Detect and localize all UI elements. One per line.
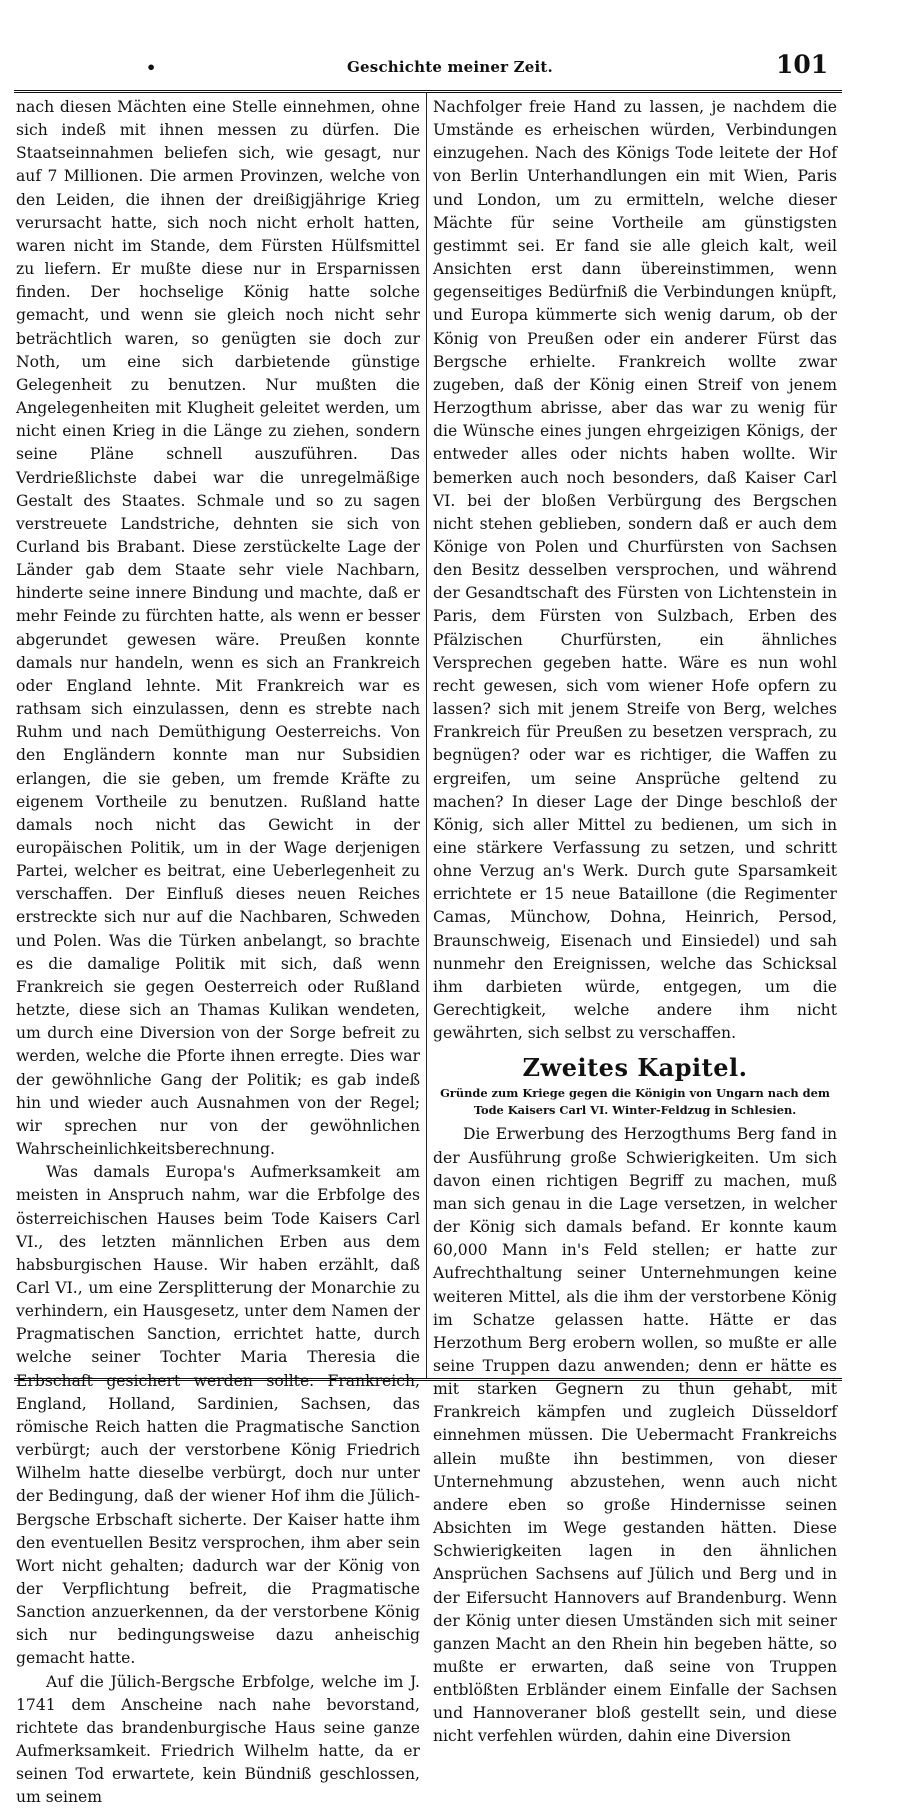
right-column	[433, 96, 837, 1746]
left-paragraph-3: Auf die Jülich-Bergsche Erbfolge, welche im J. 1741 dem Anscheine nach nahe bevorstand, richtete das brandenburgische Haus seine ganze Aufmerksamkeit. Friedrich Wilhelm hatte, da er seinen Tod erwartete, kein Bündniß geschlossen, um seinem	[16, 1672, 420, 1807]
column-divider	[426, 92, 427, 1378]
top-rule	[14, 90, 842, 93]
left-paragraph-1: nach diesen Mächten eine Stelle einnehmen, ohne sich indeß mit ihnen messen zu dürfen. Die Staatseinnahmen beliefen sich, wie gesagt, nur auf 7 Millionen. Die armen Provinzen, welche von den Leiden, die ihnen der dreißigjährige Krieg verursacht hatte, sich noch nicht erholt hatten, waren nicht im Stande, dem Fürsten Hülfsmittel zu liefern. Er mußte diese nur in Ersparnissen finden. Der hochselige König hatte solche gemacht, und wenn sie gleich noch nicht sehr beträchtlich waren, so genügten sie doch zur Noth, um eine sich darbietende günstige Gelegenheit zu benutzen. Nur mußten die Angelegenheiten mit Klugheit geleitet werden, um nicht einen Krieg in die Länge zu ziehen, sondern seine Pläne schnell auszuführen. Das Verdrießlichste dabei war die unregelmäßige Gestalt des Staates. Schmale und so zu sagen verstreuete Landstriche, dehnten sie sich von Curland bis Brabant. Diese zerstückelte Lage der Länder gab dem Staate sehr viele Nachbarn, hinderte seine innere Bindung und machte, daß er mehr Feinde zu fürchten hatte, als wenn er besser abgerundet gewesen wäre. Preußen konnte damals nur handeln, wenn es sich an Frankreich oder England lehnte. Mit Frankreich war es rathsam sich einzulassen, denn es strebte nach Ruhm und nach Demüthigung Oesterreichs. Von den Engländern konnte man nur Subsidien erlangen, die sie geben, um fremde Kräfte zu eigenem Vortheile zu benutzen. Rußland hatte damals noch nicht das Gewicht in der europäischen Politik, um in der Wage derjenigen Partei, welcher es beitrat, eine Ueberlegenheit zu verschaffen. Der Einfluß dieses neuen Reiches erstreckte sich nur auf die Nachbaren, Schweden und Polen. Was die Türken anbelangt, so brachte es die damalige Politik mit sich, daß wenn Frankreich sie gegen Oesterreich oder Rußland hetzte, diese sich an Thamas Kulikan wendeten, um durch eine Diversion von der Sorge befreit zu werden, welche die Pforte ihnen erregte. Dies war der gewöhnliche Gang der Politik; es gab indeß hin und wieder auch Ausnahmen von der Regel; wir sprechen nur von der gewöhnlichen Wahrscheinlichkeitsberechnung.	[16, 98, 420, 1159]
left-paragraph-2: Was damals Europa's Aufmerksamkeit am meisten in Anspruch nahm, war die Erbfolge des österreichischen Hauses beim Tode Kaisers Carl VI., des letzten männlichen Erben aus dem habsburgischen Hause. Wir haben erzählt, daß Carl VI., um eine Zersplitterung der Monarchie zu verhindern, ein Hausgesetz, unter dem Namen der Pragmatischen Sanction, errichtet hatte, durch welche seiner Tochter Maria Theresia die Erbschaft gesichert werden sollte. Frankreich, England, Holland, Sardinien, Sachsen, das römische Reich hatten die Pragmatische Sanction verbürgt; auch der verstorbene König Friedrich Wilhelm hatte dieselbe verbürgt, doch nur unter der Bedingung, daß der wiener Hof ihm die Jülich-Bergsche Erbschaft sicherte. Der Kaiser hatte ihm den eventuellen Besitz versprochen, ihm aber sein Wort nicht gehalten; dadurch war der König von der Verpflichtung befreit, die Pragmatische Sanction anzuerkennen, da der verstorbene König sich nur bedingungsweise dazu anheischig gemacht hatte.	[16, 1163, 420, 1668]
page-number: 101	[776, 50, 829, 79]
chapter-title: Zweites Kapitel.	[522, 1053, 748, 1083]
running-title: Geschichte meiner Zeit.	[347, 58, 553, 76]
header-marker: •	[146, 58, 157, 77]
left-column	[16, 96, 420, 1807]
right-paragraph-2: Die Erwerbung des Herzogthums Berg fand in der Ausführung große Schwierigkeiten. Um sich davon einen richtigen Begriff zu machen, muß man sich genau in die Lage versetzen, in welcher der König sich damals befand. Er konnte kaum 60,000 Mann in's Feld stellen; er hatte zur Aufrechthaltung seiner Unternehmungen keine weiteren Mittel, als die ihm der verstorbene König im Schatze gelassen hatte. Hätte er das Herzothum Berg erobern wollen, so mußte er alle seine Truppen dazu anwenden; denn er hätte es mit starken Gegnern zu thun gehabt, mit Frankreich kämpfen und zugleich Düsseldorf einnehmen müssen. Die Uebermacht Frankreichs allein mußte ihn bestimmen, von dieser Unternehmung abzustehen, wenn auch nicht andere eben so große Hindernisse seinen Absichten im Wege gestanden hätten. Diese Schwierigkeiten lagen in den ähnlichen Ansprüchen Sachsens auf Jülich und Berg und in der Eifersucht Hannovers auf Brandenburg. Wenn der König unter diesen Umständen sich mit seiner ganzen Macht an den Rhein hin begeben hätte, so mußte er erwarten, daß seine von Truppen entblößten Erbländer einem Einfalle der Sachsen und Hannoveraner bloß gestellt sein, und diese nicht verfehlen würden, dahin eine Diversion	[433, 1125, 837, 1746]
right-paragraph-1: Nachfolger freie Hand zu lassen, je nachdem die Umstände es erheischen würden, Verbindungen einzugehen. Nach des Königs Tode leitete der Hof von Berlin Unterhandlungen ein mit Wien, Paris und London, um zu ermitteln, welche dieser Mächte für seine Vortheile am günstigsten gestimmt sei. Er fand sie alle gleich kalt, weil Ansichten erst dann übereinstimmen, wenn gegenseitiges Bedürfniß die Verbindungen knüpft, und Europa kümmerte sich wenig darum, ob der König von Preußen oder ein anderer Fürst das Bergsche erhielte. Frankreich wollte zwar zugeben, daß der König einen Streif von jenem Herzogthum abrisse, aber das war zu wenig für die Wünsche eines jungen ehrgeizigen Königs, der entweder alles oder nichts haben wollte. Wir bemerken auch noch besonders, daß Kaiser Carl VI. bei der bloßen Verbürgung des Bergschen nicht stehen geblieben, sondern daß er auch dem Könige von Polen und Churfürsten von Sachsen den Besitz desselben versprochen, und während der Gesandtschaft des Fürsten von Lichtenstein in Paris, dem Fürsten von Sulzbach, Erben des Pfälzischen Churfürsten, ein ähnliches Versprechen gegeben hatte. Wäre es nun wohl recht gewesen, sich vom wiener Hofe opfern zu lassen? sich mit jenem Streife von Berg, welches Frankreich für Preußen zu besetzen versprach, zu begnügen? oder war es richtiger, die Waffen zu ergreifen, um seine Ansprüche geltend zu machen? In dieser Lage der Dinge beschloß der König, sich aller Mittel zu bedienen, um sich in eine stärkere Verfassung zu setzen, und schritt ohne Verzug an's Werk. Durch gute Sparsamkeit errichtete er 15 neue Bataillone (die Regimenter Camas, Münchow, Dohna, Heinrich, Persod, Braunschweig, Eisenach und Einsiedel) und sah nunmehr den Ereignissen, welche das Schicksal ihm darbieten würde, entgegen, um die Gerechtigkeit, welche andere ihm nicht gewährten, sich selbst zu verschaffen.	[433, 98, 837, 1043]
chapter-subtitle: Gründe zum Kriege gegen die Königin von Ungarn nach dem Tode Kaisers Carl VI. Winter-Feldzug in Schlesien.	[440, 1086, 830, 1118]
page-header	[0, 48, 900, 88]
